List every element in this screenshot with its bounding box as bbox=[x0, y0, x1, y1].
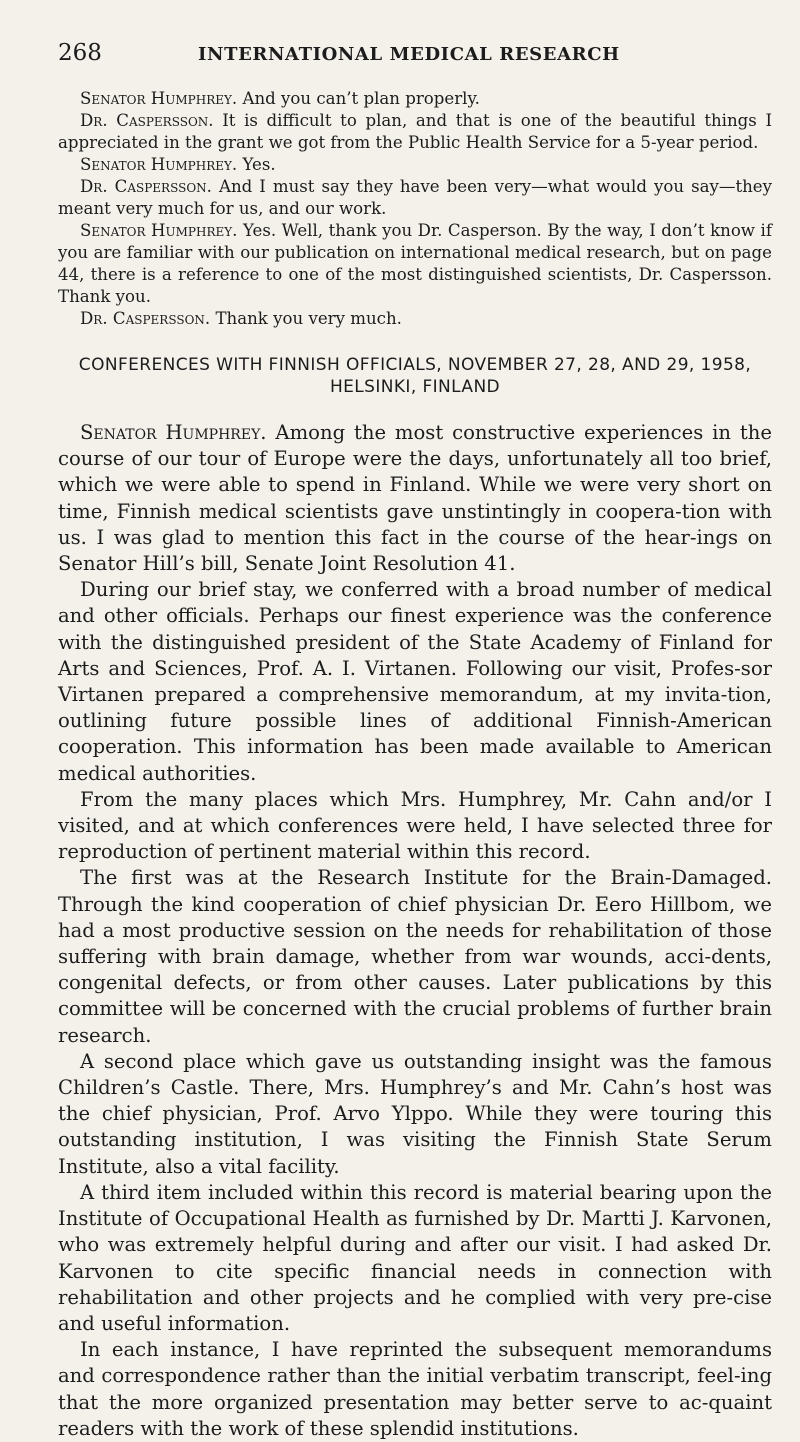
dialogue-paragraph bbox=[58, 220, 772, 308]
dialogue-paragraph bbox=[58, 154, 772, 176]
body-paragraph bbox=[58, 420, 772, 577]
speaker-name: Dr. Caspersson. bbox=[80, 177, 212, 196]
paragraph-text: A second place which gave us outstanding insight was the famous Children’s Castle. There, Mrs. Humphrey’s and Mr. Cahn’s host was the chief physician, Prof. Arvo Ylppo. While they were touring this outstanding institution, I was visiting the Finnish State Serum Institute, also a vital facility. bbox=[58, 1049, 772, 1178]
paragraph-text: From the many places which Mrs. Humphrey, Mr. Cahn and/or I visited, and at which conferences were held, I have selected three for reproduction of pertinent material within this record. bbox=[58, 787, 772, 864]
section-heading-line: CONFERENCES WITH FINNISH OFFICIALS, NOVEMBER 27, 28, AND 29, 1958, bbox=[78, 355, 752, 375]
dialogue-block bbox=[58, 88, 772, 330]
running-head bbox=[58, 40, 772, 70]
paragraph-text: And you can’t plan properly. bbox=[242, 89, 480, 108]
paragraph-text: Thank you very much. bbox=[215, 309, 402, 328]
paragraph-text: A third item included within this record is material bearing upon the Institute of Occupational Health as furnished by Dr. Martti J. Karvonen, who was extremely helpful during and after our visit. I had asked Dr. Karvonen to cite specific financial needs in connection with rehabilitation and other projects and he complied with very pre-cise and useful information. bbox=[58, 1180, 772, 1335]
paragraph-text: In each instance, I have reprinted the subsequent memorandums and correspondence rather than the initial verbatim transcript, feel-ing that the more organized presentation may better serve to ac-quaint readers with the work of these splendid institutions. bbox=[58, 1338, 772, 1440]
document-page bbox=[58, 40, 772, 1442]
speaker-name: Senator Humphrey. bbox=[80, 89, 238, 108]
speaker-name: Senator Humphrey. bbox=[80, 155, 238, 174]
dialogue-paragraph bbox=[58, 176, 772, 220]
page-number: 268 bbox=[58, 40, 102, 66]
body-paragraph bbox=[58, 787, 772, 866]
dialogue-paragraph bbox=[58, 308, 772, 330]
paragraph-text: The first was at the Research Institute for the Brain-Damaged. Through the kind cooperation of chief physician Dr. Eero Hillbom, we had a most productive session on the needs for rehabilitation of those suffering with brain damage, whether from war wounds, acci-dents, congenital defects, or from other causes. Later publications by this committee will be concerned with the crucial problems of further brain research. bbox=[58, 866, 772, 1047]
dialogue-paragraph bbox=[58, 110, 772, 154]
speaker-name: Dr. Caspersson. bbox=[80, 309, 211, 328]
body-text bbox=[58, 420, 772, 1442]
body-paragraph bbox=[58, 1049, 772, 1180]
body-paragraph bbox=[58, 1337, 772, 1442]
paragraph-text: Yes. Well, thank you Dr. Casperson. By the way, I don’t know if you are familiar with our publication on international medical research, but on page 44, there is a reference to one of the most distinguished scientists, Dr. Caspersson. Thank you. bbox=[58, 221, 772, 306]
body-paragraph bbox=[58, 577, 772, 787]
speaker-name: Senator Humphrey. bbox=[80, 421, 267, 444]
body-paragraph bbox=[58, 865, 772, 1048]
speaker-name: Senator Humphrey. bbox=[80, 221, 238, 240]
section-heading-line: HELSINKI, FINLAND bbox=[329, 377, 501, 397]
section-heading bbox=[58, 354, 772, 398]
paragraph-text: Among the most constructive experiences in the course of our tour of Europe were the days, unfortunately all too brief, which we were able to spend in Finland. While we were very short on time, Finnish medical scientists gave unstintingly in coopera-tion with us. I was glad to mention this fact in the course of the hear-ings on Senator Hill’s bill, Senate Joint Resolution 41. bbox=[58, 421, 773, 576]
running-title: INTERNATIONAL MEDICAL RESEARCH bbox=[198, 44, 620, 65]
paragraph-text: It is difficult to plan, and that is one of the beautiful things I appreciated in the grant we got from the Public Health Service for a 5-year period. bbox=[58, 111, 773, 152]
dialogue-paragraph bbox=[58, 88, 772, 110]
paragraph-text: During our brief stay, we conferred with a broad number of medical and other officials. Perhaps our finest experience was the conference with the distinguished president of the State Academy of Finland for Arts and Sciences, Prof. A. I. Virtanen. Following our visit, Profes-sor Virtanen prepared a comprehensive memorandum, at my invita-tion, outlining future possible lines of additional Finnish-American cooperation. This information has been made available to American medical authorities. bbox=[58, 578, 772, 785]
paragraph-text: And I must say they have been very—what would you say—they meant very much for us, and our work. bbox=[58, 177, 772, 218]
speaker-name: Dr. Caspersson. bbox=[80, 111, 214, 130]
paragraph-text: Yes. bbox=[242, 155, 276, 174]
body-paragraph bbox=[58, 1180, 772, 1337]
